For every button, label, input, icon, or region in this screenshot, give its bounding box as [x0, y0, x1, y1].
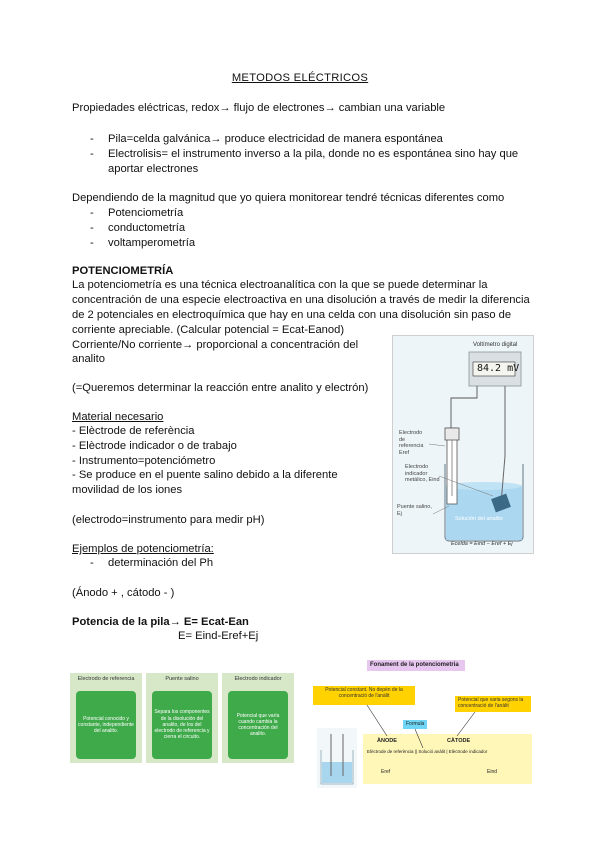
potencia-line: Potencia de la pila→ E= Ecat-Ean [72, 616, 249, 628]
solucion-label: Solución del analito [455, 516, 503, 522]
page-title: METODOS ELÉCTRICOS [231, 72, 369, 84]
fonament-title: Fonament de la potenciometria [367, 660, 465, 671]
bullet-dash: - [90, 237, 94, 249]
formula-tag: Formula [403, 720, 427, 729]
technique-item: voltamperometría [108, 237, 196, 249]
panel-title: Electrodo indicador [234, 676, 282, 682]
technique-item: conductometría [108, 222, 186, 234]
ref-electrode-label: Electrodo de referencia Eref [399, 430, 424, 456]
anodo-text: (Ánodo + , cátodo - ) [72, 587, 175, 599]
material-item: movilidad de los iones [72, 484, 183, 496]
queremos-text: (=Queremos determinar la reacción entre analito y electrón) [72, 382, 369, 394]
bullet-dash: - [90, 207, 94, 219]
panel-title: Puente salino [165, 676, 199, 682]
ind-electrode-label: Electrodo indicador metálico, Eind [405, 464, 440, 483]
definition-line: La potenciometría es una técnica electroanalítica con la que se puede determinar la [72, 279, 488, 291]
catode-label: CÀTODE [447, 738, 471, 744]
panel-body: Potencial que varía cuando cambia la concentración del analito. [228, 691, 288, 759]
ejemplo-item: determinación del Ph [108, 557, 214, 569]
definition-line: de 2 potenciales en electroquímica que hay en una celda con una disolución sin paso de [72, 309, 512, 321]
technique-item: Potenciometría [108, 207, 184, 219]
bullet-dash: - [90, 557, 94, 569]
cell-formula: Ecelda = Eind − Eref + Ej [451, 541, 513, 547]
panel-puente [146, 673, 218, 763]
material-item: - Elèctrode indicador o de trabajo [72, 440, 237, 452]
material-item: - Elèctrode de referència [72, 425, 195, 437]
note-varia: Potencial que varia segons la concentració de l'anàlit [455, 696, 531, 712]
fonament-figure [307, 658, 532, 793]
definition-line: corriente apreciable. (Calcular potencial = Ecat-Eanod) [72, 324, 345, 336]
panel-body: Separa los componentes de la disolución del analito, de los del electrodo de referencia y cierra el circuito. [152, 691, 212, 759]
material-item: - Instrumento=potenciómetro [72, 455, 216, 467]
note-constant: Potencial constant. No depèn de la concentració de l'anàlit [313, 686, 415, 705]
bullet-electrolisis: Electrolisis= el instrumento inverso a la pila, donde no es espontánea sino hay que [108, 148, 519, 160]
eind-label: Eind [487, 769, 498, 775]
ejemplos-heading: Ejemplos de potenciometría: [72, 543, 214, 555]
section-heading: POTENCIOMETRÍA [72, 265, 174, 277]
material-heading: Material necesario [72, 411, 164, 423]
bullet-dash: - [90, 148, 94, 160]
panel-indicador [222, 673, 294, 763]
corriente-line: analito [72, 353, 105, 365]
material-item: - Se produce en el puente salino debido a la diferente [72, 469, 338, 481]
panel-title: Electrodo de referencia [77, 676, 135, 682]
potentiometry-figure [392, 335, 534, 554]
definition-line: concentración de una especie electroactiva en una disolución a través de medir la diferencia [72, 294, 530, 306]
electrodo-note: (electrodo=instrumento para medir pH) [72, 514, 265, 526]
meter-label: Voltímetro digital [473, 342, 518, 348]
panel-referencia [70, 673, 142, 763]
bullet-dash: - [90, 133, 94, 145]
bullet-pila: Pila=celda galvánica→ produce electricidad de manera espontánea [108, 133, 443, 145]
bullet-electrolisis-cont: aportar electrones [108, 163, 199, 175]
cell-line: Elèctrode de referència || Solució anàlit | Elèctrode indicador [367, 749, 488, 754]
bullet-dash: - [90, 222, 94, 234]
depend-text: Dependiendo de la magnitud que yo quiera monitorear tendré técnicas diferentes como [72, 192, 505, 204]
potencia-line2: E= Eind-Eref+Ej [178, 630, 259, 642]
fonament-arrows [307, 658, 532, 793]
intro-text: Propiedades eléctricas, redox→ flujo de electrones→ cambian una variable [72, 102, 446, 114]
corriente-line: Corriente/No corriente→ proporcional a concentración del [72, 339, 359, 351]
eref-label: Eref [381, 769, 391, 775]
meter-display: 84.2 mV [477, 363, 520, 374]
puente-label: Puente salino, Ej [397, 504, 432, 517]
panel-body: Potencial conocido y constante, independiente del analito. [76, 691, 136, 759]
anode-label: ÀNODE [377, 738, 397, 744]
